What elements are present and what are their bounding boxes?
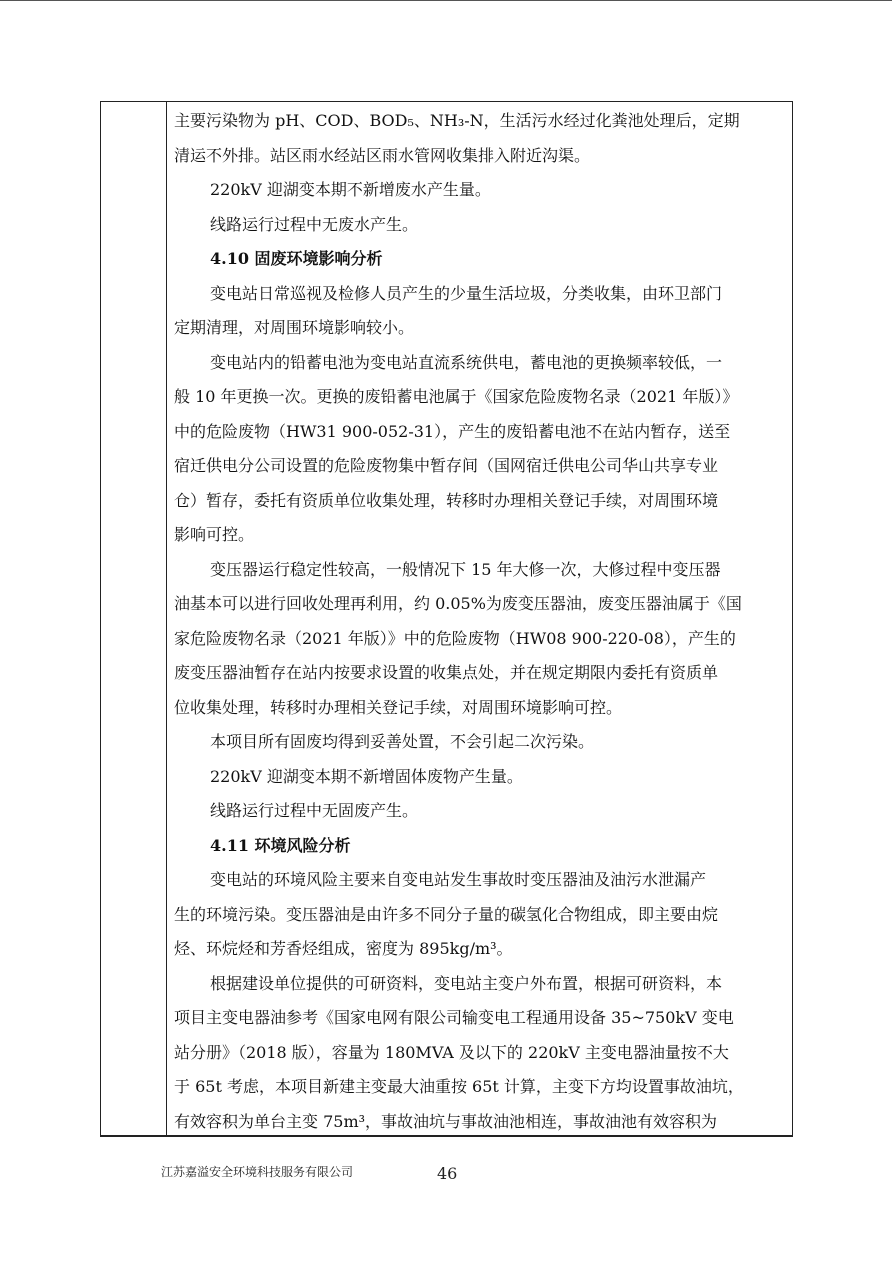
text-line: 线路运行过程中无废水产生。: [210, 214, 419, 234]
text-line: 废变压器油暂存在站内按要求设置的收集点处，并在规定期限内委托有资质单: [174, 663, 719, 682]
text-line: 220kV 迎湖变本期不新增固体废物产生量。: [210, 766, 523, 786]
section-heading: 4.11 环境风险分析: [210, 835, 351, 855]
text-line: 变电站的环境风险主要来自变电站发生事故时变压器油及油污水泄漏产: [210, 870, 707, 889]
footer-company-name: 江苏嘉溢安全环境科技服务有限公司: [161, 1165, 354, 1179]
text-line: 定期清理，对周围环境影响较小。: [174, 318, 415, 337]
text-line: 清运不外排。站区雨水经站区雨水管网收集排入附近沟渠。: [174, 145, 591, 165]
text-line: 有效容积为单台主变 75m³，事故油坑与事故油池相连，事故油池有效容积为: [174, 1111, 718, 1131]
text-line: 本项目所有固废均得到妥善处置，不会引起二次污染。: [210, 732, 595, 751]
text-line: 烃、环烷烃和芳香烃组成，密度为 895kg/m³。: [174, 939, 513, 958]
text-line: 项目主变电器油参考《国家电网有限公司输变电工程通用设备 35~750kV 变电: [174, 1008, 734, 1027]
text-line: 宿迁供电分公司设置的危险废物集中暂存间（国网宿迁供电公司华山共享专业: [174, 456, 719, 475]
text-line: 家危险废物名录（2021 年版）》中的危险废物（HW08 900-220-08），产生的: [174, 628, 736, 648]
text-line: 线路运行过程中无固废产生。: [210, 801, 419, 820]
text-line: 生的环境污染。变压器油是由许多不同分子量的碳氢化合物组成，即主要由烷: [174, 904, 719, 924]
text-line: 油基本可以进行回收处理再利用，约 0.05%为废变压器油，废变压器油属于《国: [174, 594, 742, 613]
top-edge-rule: [0, 0, 892, 1]
table-body-text: [174, 104, 786, 1139]
text-line: 220kV 迎湖变本期不新增废水产生量。: [210, 180, 491, 199]
text-line: 站分册》（2018 版），容量为 180MVA 及以下的 220kV 主变电器油量按不大: [174, 1042, 729, 1062]
text-line: 影响可控。: [174, 525, 255, 544]
table-column-divider: [166, 101, 167, 1137]
page-number: 46: [437, 1164, 458, 1183]
text-line: 仓）暂存，委托有资质单位收集处理，转移时办理相关登记手续，对周围环境: [174, 490, 719, 510]
text-line: 变压器运行稳定性较高，一般情况下 15 年大修一次，大修过程中变压器: [210, 559, 721, 579]
text-line: 变电站内的铅蓄电池为变电站直流系统供电，蓄电池的更换频率较低，一: [210, 352, 723, 372]
text-line: 位收集处理，转移时办理相关登记手续，对周围环境影响可控。: [174, 697, 623, 717]
text-line: 变电站日常巡视及检修人员产生的少量生活垃圾，分类收集，由环卫部门: [210, 283, 723, 303]
section-heading: 4.10 固废环境影响分析: [210, 249, 383, 268]
text-line: 根据建设单位提供的可研资料，变电站主变户外布置，根据可研资料，本: [210, 973, 723, 993]
text-line: 般 10 年更换一次。更换的废铅蓄电池属于《国家危险废物名录（2021 年版）》: [174, 387, 739, 406]
text-line: 主要污染物为 pH、COD、BOD₅、NH₃-N，生活污水经过化粪池处理后，定期: [174, 111, 740, 130]
text-line: 中的危险废物（HW31 900-052-31），产生的废铅蓄电池不在站内暂存，送至: [174, 421, 731, 441]
text-line: 于 65t 考虑，本项目新建主变最大油重按 65t 计算，主变下方均设置事故油坑，: [174, 1077, 744, 1096]
